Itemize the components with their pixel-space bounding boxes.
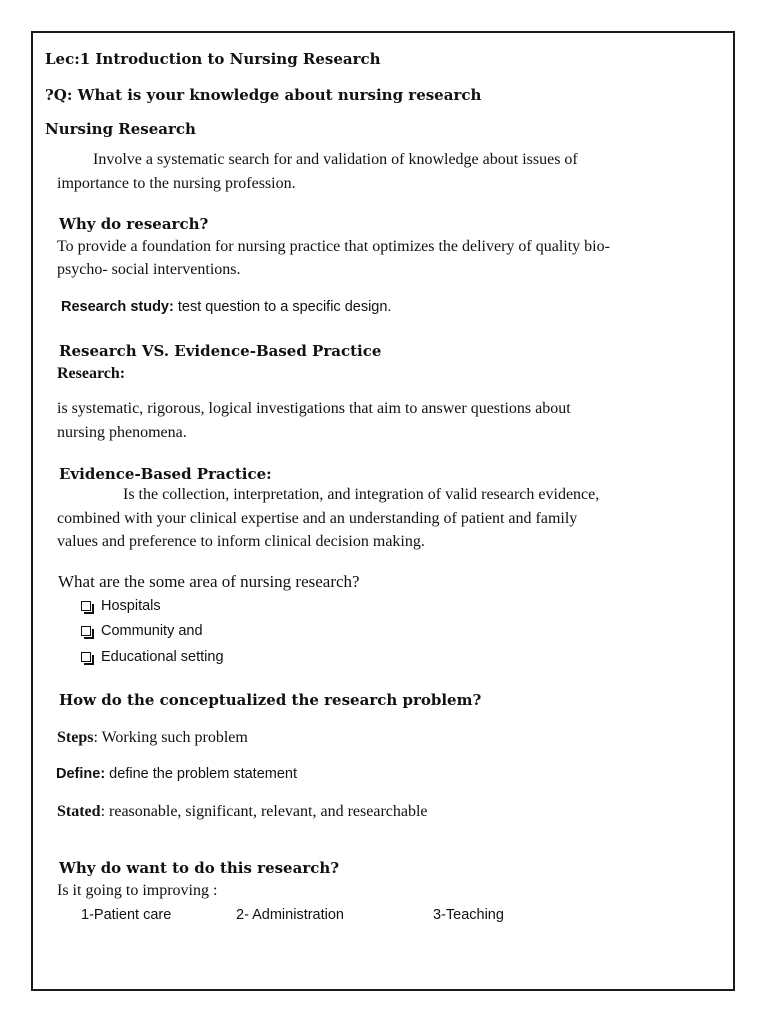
define-label: Define: <box>56 766 106 782</box>
research-study-text: test question to a specific design. <box>173 299 392 315</box>
nursing-research-heading: Nursing Research <box>45 120 196 138</box>
why-want-heading: Why do want to do this research? <box>59 859 340 877</box>
research-line-2: nursing phenomena. <box>57 424 187 441</box>
option-patient-care: 1-Patient care <box>81 907 172 923</box>
why-research-heading: Why do research? <box>59 215 209 233</box>
conceptualized-heading: How do the conceptualized the research problem? <box>59 691 482 709</box>
ebp-line-3: values and preference to inform clinical decision making. <box>57 533 425 550</box>
steps-label: Steps <box>57 729 94 746</box>
ebp-line-1: Is the collection, interpretation, and integration of valid research evidence, <box>123 486 600 503</box>
stated-label: Stated <box>57 803 101 820</box>
areas-question: What are the some area of nursing research? <box>58 572 360 591</box>
question-heading: ?Q: What is your knowledge about nursing research <box>45 86 482 104</box>
nursing-research-line-2: importance to the nursing profession. <box>57 175 296 192</box>
steps-line <box>57 729 248 747</box>
checkbox-icon <box>81 601 91 611</box>
ebp-line-2: combined with your clinical expertise and an understanding of patient and family <box>57 510 578 527</box>
option-administration: 2- Administration <box>236 907 344 923</box>
area-item-community <box>81 623 203 639</box>
area-item-label: Educational setting <box>101 649 224 665</box>
why-research-line-1: To provide a foundation for nursing practice that optimizes the delivery of quality bio- <box>57 238 610 255</box>
checkbox-icon <box>81 652 91 662</box>
steps-text: : Working such problem <box>93 729 248 746</box>
research-study-label: Research study: <box>61 299 174 315</box>
stated-line <box>57 803 428 821</box>
stated-text: : reasonable, significant, relevant, and researchable <box>100 803 428 820</box>
area-item-hospitals <box>81 598 161 614</box>
research-study-line <box>61 299 391 315</box>
nursing-research-line-1: Involve a systematic search for and validation of knowledge about issues of <box>93 151 578 168</box>
ebp-heading: Evidence-Based Practice: <box>59 465 272 483</box>
define-text: define the problem statement <box>105 766 297 782</box>
area-item-educational <box>81 649 224 665</box>
define-line <box>56 766 297 782</box>
research-line-1: is systematic, rigorous, logical investigations that aim to answer questions about <box>57 400 571 417</box>
why-want-line: Is it going to improving : <box>57 882 218 899</box>
research-vs-ebp-heading: Research VS. Evidence-Based Practice <box>59 342 382 360</box>
area-item-label: Hospitals <box>101 598 161 614</box>
why-research-line-2: psycho- social interventions. <box>57 261 241 278</box>
checkbox-icon <box>81 626 91 636</box>
lecture-title: Lec:1 Introduction to Nursing Research <box>45 50 381 68</box>
research-label: Research: <box>57 365 126 382</box>
option-teaching: 3-Teaching <box>433 907 504 923</box>
area-item-label: Community and <box>101 623 203 639</box>
